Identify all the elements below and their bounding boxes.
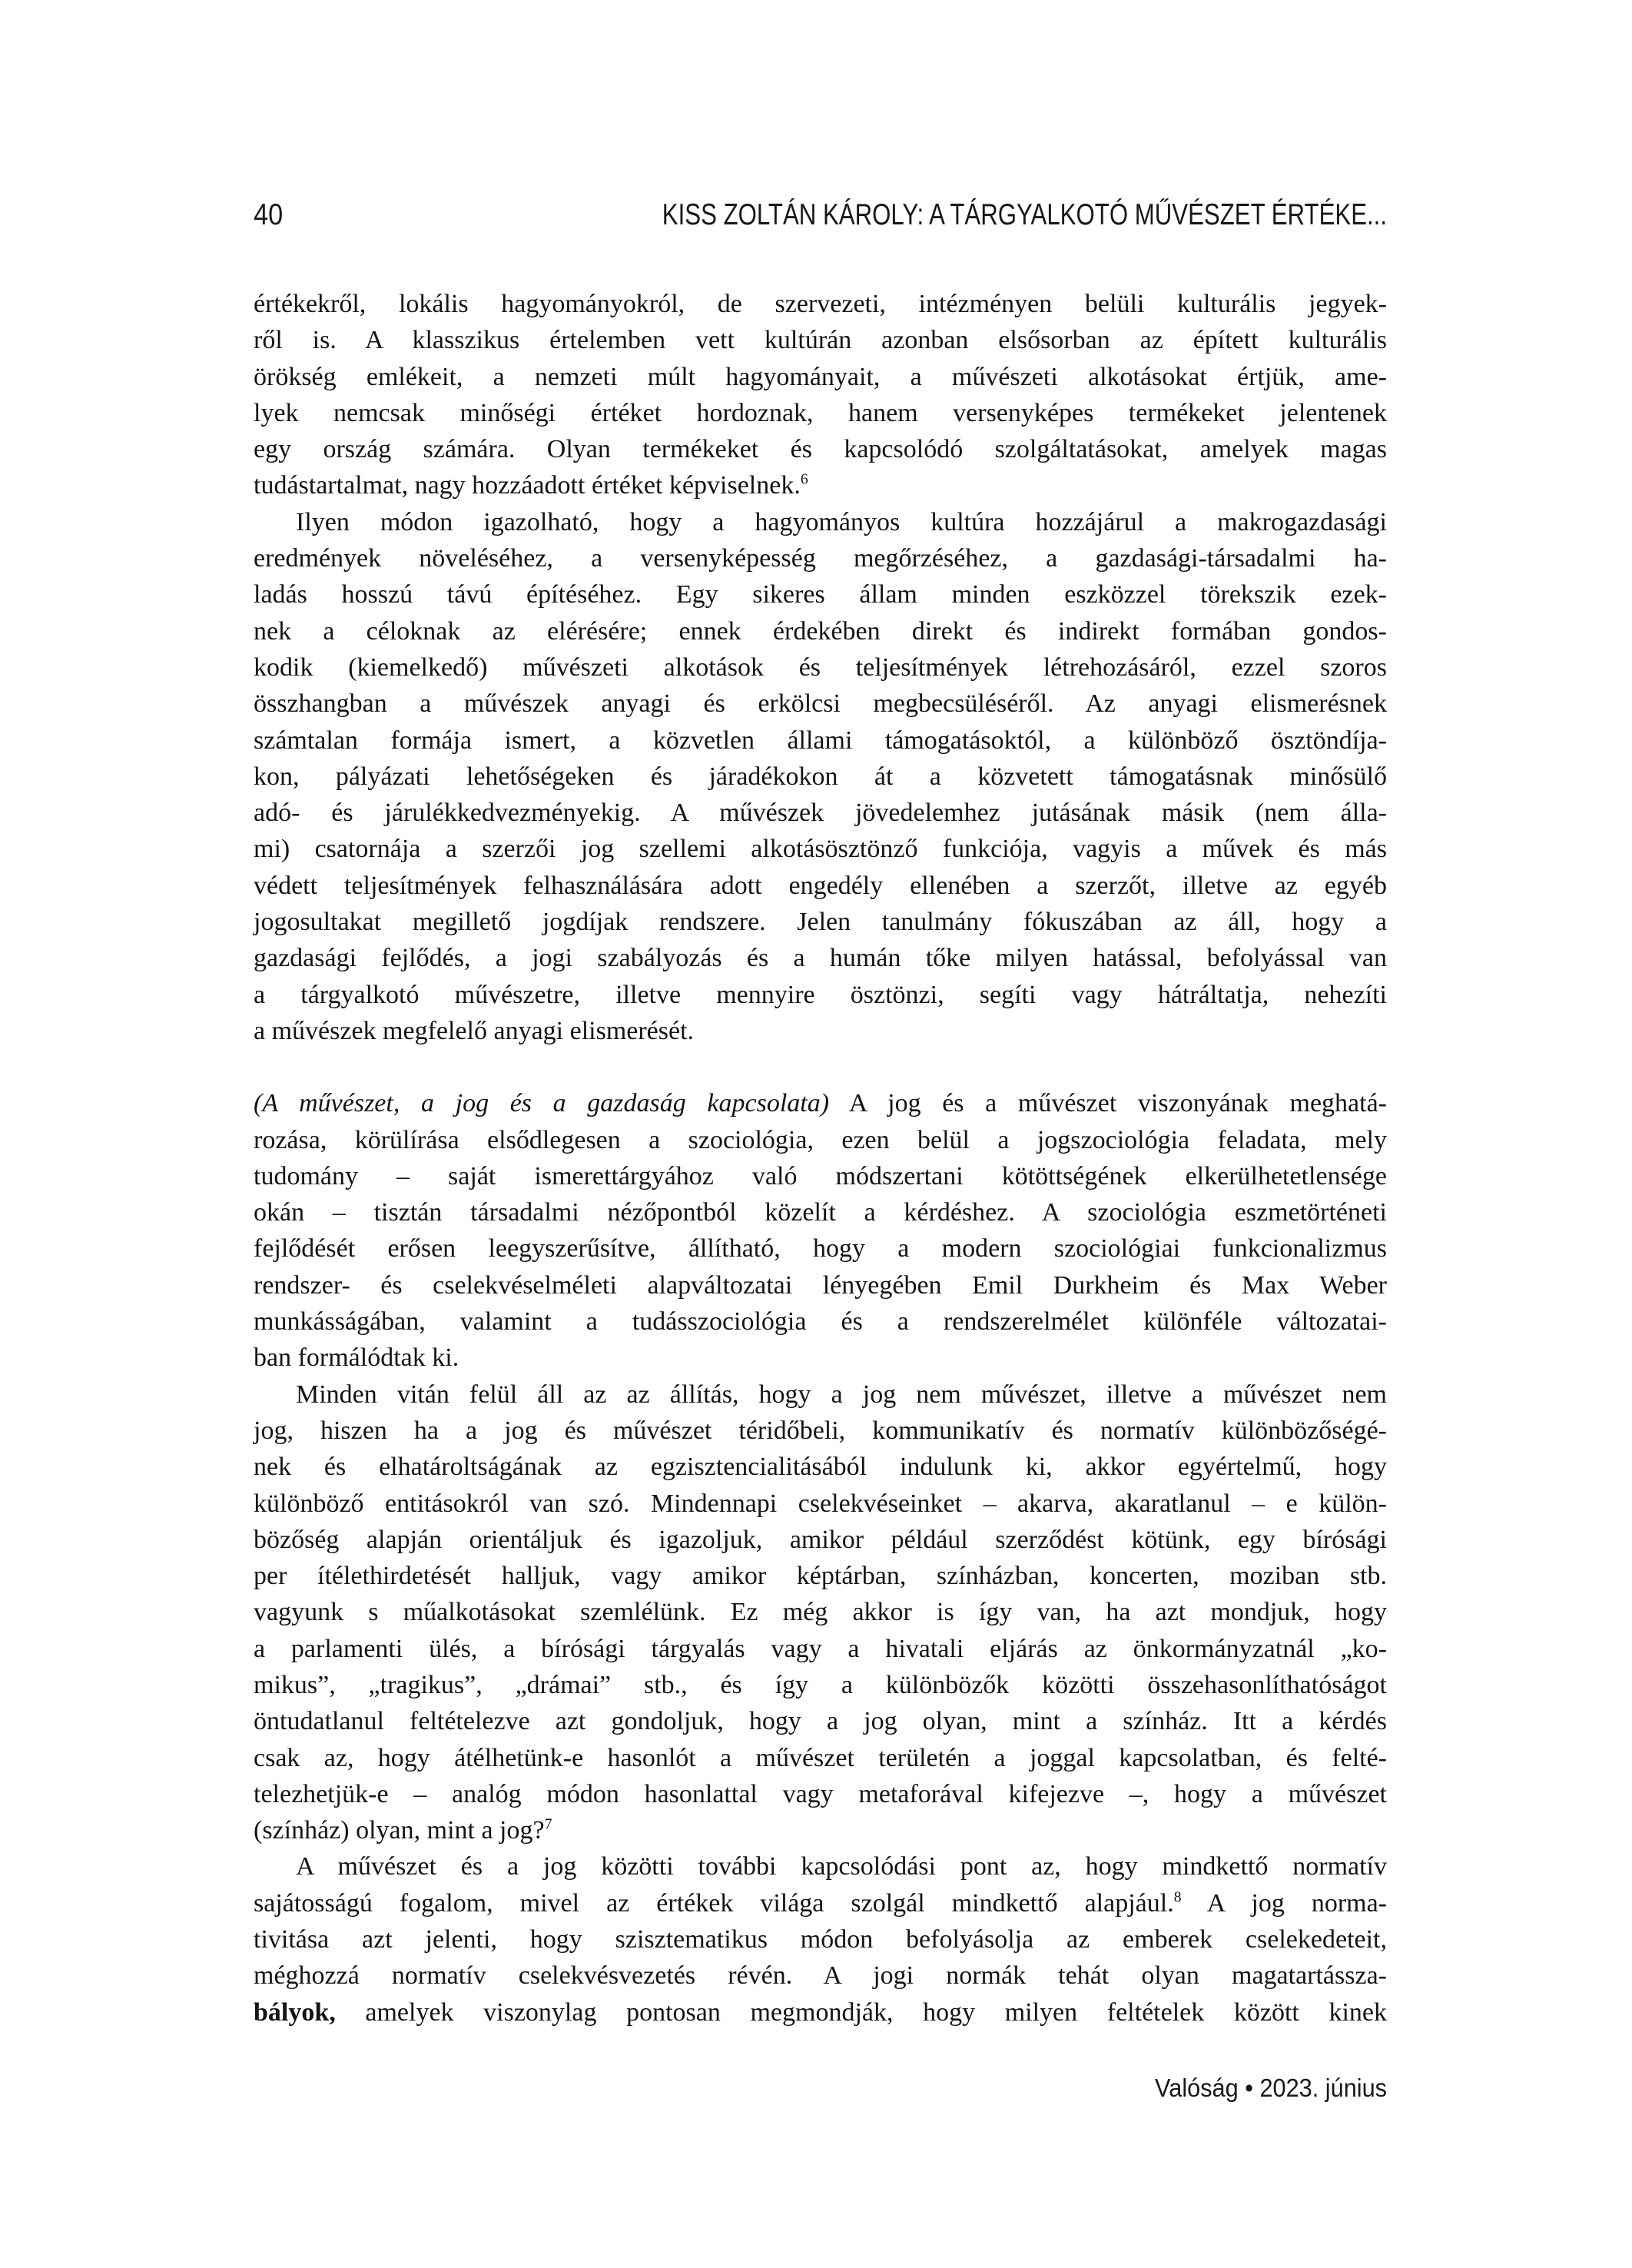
- text-line: Minden vitán felül áll az az állítás, hogy a jog nem művészet, illetve a művészet nem: [296, 1380, 1387, 1409]
- footnote-reference: 7: [544, 1815, 552, 1833]
- text-line: gazdasági fejlődés, a jogi szabályozás és a humán tőke milyen hatással, befolyással van: [254, 944, 1387, 973]
- text-line: rendszer- és cselekvéselméleti alapváltozatai lényegében Emil Durkheim és Max Weber: [254, 1270, 1387, 1300]
- paragraph: [254, 1085, 1387, 1376]
- footnote-reference: 6: [800, 471, 808, 489]
- running-title: KISS ZOLTÁN KÁROLY: A TÁRGYALKOTÓ MŰVÉSZET ÉRTÉKE...: [662, 198, 1387, 231]
- paragraph: [254, 504, 1387, 1049]
- text-line: mi) csatornája a szerzői jog szellemi alkotásösztönző funkciója, vagyis a művek és más: [254, 835, 1387, 864]
- text-line: védett teljesítmények felhasználására adott engedély ellenében a szerzőt, illetve az egyéb: [254, 871, 1387, 900]
- text-line: rozása, körülírása elsődlegesen a szociológia, ezen belül a jogszociológia feladata, mely: [254, 1125, 1387, 1154]
- text-line: A művészet és a jog közötti további kapcsolódási pont az, hogy mindkettő normatív: [296, 1852, 1387, 1881]
- text-line: sajátosságú fogalom, mivel az értékek világa szolgál mindkettő alapjául.$^8$ A jog norma-: [254, 1888, 1387, 1918]
- text-line: adó- és járulékkedvezményekig. A művészek jövedelemhez jutásának másik (nem álla-: [254, 799, 1387, 828]
- text-line: mikus”, „tragikus”, „drámai” stb., és így a különbözők közötti összehasonlíthatóságot: [254, 1670, 1387, 1699]
- text-line: tudomány – saját ismerettárgyához való módszertani kötöttségének elkerülhetetlensége: [254, 1161, 1387, 1190]
- text-line: számtalan formája ismert, a közvetlen állami támogatásoktól, a különböző ösztöndíja-: [254, 726, 1387, 755]
- text-line: öntudatlanul feltételezve azt gondoljuk, hogy a jog olyan, mint a színház. Itt a kérdés: [254, 1707, 1387, 1736]
- text-line: (színház) olyan, mint a jog?$^7$: [254, 1815, 552, 1845]
- running-header: [254, 198, 1387, 232]
- text-line: munkásságában, valamint a tudásszociológia és a rendszerelmélet különféle változatai-: [254, 1307, 1387, 1337]
- text-line: egy ország számára. Olyan termékeket és kapcsolódó szolgáltatásokat, amelyek magas: [254, 435, 1387, 464]
- page-number: 40: [254, 198, 284, 231]
- footnote-reference: 8: [1173, 1888, 1182, 1906]
- text-line: értékekről, lokális hagyományokról, de szervezeti, intézményen belüli kulturális jegyek-: [254, 290, 1387, 318]
- text-line: csak az, hogy átélhetünk-e hasonlót a művészet területén a joggal kapcsolatban, és felté-: [254, 1743, 1387, 1772]
- text-line: kodik (kiemelkedő) művészeti alkotások és teljesítmények létrehozásáról, ezzel szoros: [254, 653, 1387, 682]
- bold-text: bályok,: [254, 1997, 336, 2027]
- body-text: [254, 286, 1387, 2031]
- text-line: okán – tisztán társadalmi nézőpontból közelít a kérdéshez. A szociológia eszmetörténeti: [254, 1198, 1387, 1227]
- text-line: ről is. A klasszikus értelemben vett kultúrán azonban elsősorban az épített kulturális: [254, 326, 1387, 355]
- text-line: a művészek megfelelő anyagi elismerését.: [254, 1016, 695, 1045]
- text-line: eredmények növeléséhez, a versenyképesség megőrzéséhez, a gazdasági-társadalmi ha-: [254, 544, 1387, 573]
- text-line: Ilyen módon igazolható, hogy a hagyományos kultúra hozzájárul a makrogazdasági: [296, 507, 1387, 536]
- text-line: vagyunk s műalkotásokat szemlélünk. Ez még akkor is így van, ha azt mondjuk, hogy: [254, 1598, 1387, 1627]
- text-line: tivitása azt jelenti, hogy szisztematikus módon befolyásolja az emberek cselekedeteit,: [254, 1925, 1387, 1954]
- text-line: nek a céloknak az elérésére; ennek érdekében direkt és indirekt formában gondos-: [254, 616, 1387, 646]
- text-line: lyek nemcsak minőségi értéket hordoznak, hanem versenyképes termékeket jelentenek: [254, 398, 1387, 427]
- text-line: bályok, amelyek viszonylag pontosan megmondják, hogy milyen feltételek között kinek: [254, 1997, 1387, 2027]
- text-line: ban formálódtak ki.: [254, 1343, 459, 1373]
- text-line: örökség emlékeit, a nemzeti múlt hagyományait, a művészeti alkotásokat értjük, ame-: [254, 362, 1387, 391]
- text-line: a tárgyalkotó művészetre, illetve mennyire ösztönzi, segíti vagy hátráltatja, nehezíti: [254, 980, 1387, 1009]
- text-line: összhangban a művészek anyagi és erkölcsi megbecsüléséről. Az anyagi elismerésnek: [254, 689, 1387, 719]
- text-line: különböző entitásokról van szó. Mindennapi cselekvéseinket – akarva, akaratlanul – e külön-: [254, 1489, 1387, 1518]
- text-line: per ítélethirdetését halljuk, vagy amikor képtárban, színházban, koncerten, moziban stb.: [254, 1562, 1387, 1591]
- text-line: nek és elhatároltságának az egzisztencialitásából indulunk ki, akkor egyértelmű, hogy: [254, 1453, 1387, 1482]
- text-line: jog, hiszen ha a jog és művészet téridőbeli, kommunikatív és normatív különbözőségé-: [254, 1416, 1387, 1445]
- text-line: tudástartalmat, nagy hozzáadott értéket képviselnek.$^6$: [254, 471, 808, 500]
- paragraph: [254, 1848, 1387, 2030]
- paragraph: [254, 286, 1387, 504]
- text-line: telezhetjük-e – analóg módon hasonlattal vagy metaforával kifejezve –, hogy a művészet: [254, 1779, 1387, 1808]
- italic-text: (A művészet, a jog és a gazdaság kapcsolata): [254, 1089, 830, 1118]
- journal-footer: Valóság • 2023. június: [1155, 2074, 1387, 2102]
- text-line: a parlamenti ülés, a bírósági tárgyalás vagy a hivatali eljárás az önkormányzatnál „ko-: [254, 1634, 1387, 1663]
- text-line: (A művészet, a jog és a gazdaság kapcsolata) A jog és a művészet viszonyának meghatá-: [254, 1089, 1388, 1118]
- text-line: méghozzá normatív cselekvésvezetés révén. A jogi normák tehát olyan magatartássza-: [254, 1961, 1387, 1991]
- text-line: ladás hosszú távú építéséhez. Egy sikeres állam minden eszközzel törekszik ezek-: [254, 580, 1387, 609]
- paragraph: [254, 1376, 1387, 1849]
- text-line: fejlődését erősen leegyszerűsítve, állítható, hogy a modern szociológiai funkcionalizmus: [254, 1234, 1387, 1264]
- text-line: bözőség alapján orientáljuk és igazoljuk, amikor például szerződést kötünk, egy bírósági: [254, 1525, 1387, 1554]
- text-line: kon, pályázati lehetőségeken és járadékokon át a közvetett támogatásnak minősülő: [254, 762, 1387, 791]
- text-line: jogosultakat megillető jogdíjak rendszere. Jelen tanulmány fókuszában az áll, hogy a: [254, 908, 1387, 937]
